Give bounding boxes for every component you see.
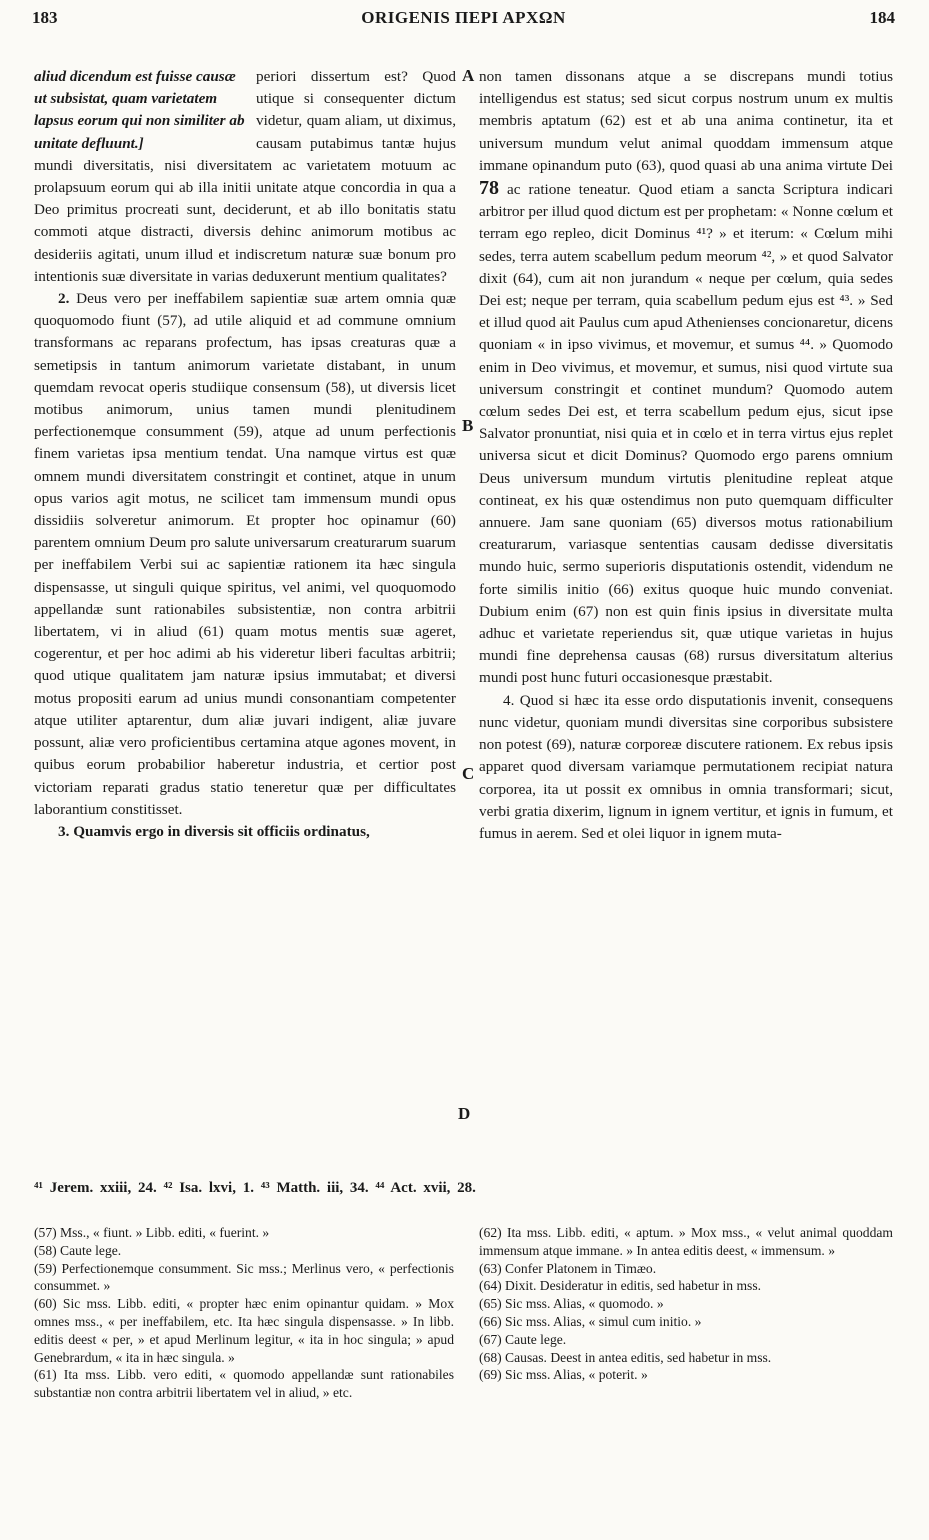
left-paragraph-2 xyxy=(34,288,456,821)
running-title: ORIGENIS ΠΕΡΙ ΑΡΧΩΝ xyxy=(361,8,566,27)
footnote: (62) Ita mss. Libb. editi, « aptum. » Mox mss., « velut animal quoddam immensum atque immane. » In antea editis deest, « immensum. » xyxy=(479,1225,893,1258)
right-paragraph-4-text: Quod si hæc ita esse ordo disputationis invenit, consequens nunc videtur, quoniam mundi diversitas sine corporibus subsistere non potest (69), naturæ corporeæ discutere rationem. Ex rebus ipsis apparet quod diversam variamque permutationem recipiat natura corporea, ita ut possit ex omnibus in omnia transformari; sicut, verbi gratia dixerim, lignum in ignem vertitur, et ignis in fumum, et fumus in aerem. Sed et olei liquor in ignem muta- xyxy=(479,691,893,842)
page-header xyxy=(32,8,895,36)
right-column xyxy=(479,66,893,845)
footnote: (65) Sic mss. Alias, « quomodo. » xyxy=(479,1296,664,1312)
section-number-4: 4. xyxy=(503,691,515,709)
footnote: (59) Perfectionemque consumment. Sic mss.; Merlinus vero, « perfectionis consummet. » xyxy=(34,1260,454,1294)
footnote: (60) Sic mss. Libb. editi, « propter hæc enim opinantur quidam. » Mox omnes mss., « per ineffabilem, etc. Ita hæc singula dispensasse. » In libb. editis deest « per, » et apud Merlinum legitur, « ita in hoc singula; » apud Genebrardum, « ita in hæc singula. » xyxy=(34,1296,454,1365)
footnote: (69) Sic mss. Alias, « poterit. » xyxy=(479,1367,648,1383)
right-paragraph-1a: non tamen dissonans atque a se discrepans mundi totius intelligendus est status; sed sicut corpus nostrum unum ex multis membris aptatum (62) est et ab una anima continetur, ita et universum mundum velut animal quoddam immensum atque immane opinandum puto (63), quod quasi ab una anima virtute Dei xyxy=(479,68,893,174)
margin-marker-d: D xyxy=(458,1104,471,1123)
scripture-references: ⁴¹ Jerem. xxiii, 24. ⁴² Isa. lxvi, 1. ⁴³ Matth. iii, 34. ⁴⁴ Act. xvii, 28. xyxy=(34,1180,476,1196)
left-paragraph-3-text: Quamvis ergo in diversis sit officiis ordinatus, xyxy=(73,822,370,840)
section-number-2: 2. xyxy=(58,290,70,308)
page-number-left: 183 xyxy=(32,8,58,27)
footnote: (61) Ita mss. Libb. vero editi, « quomodo appellandæ sunt rationabiles substantiæ non contra arbitrii libertatem vel in aliud, » etc. xyxy=(34,1367,454,1401)
margin-marker-b: B xyxy=(462,416,474,435)
right-paragraph-1b: ac ratione teneatur. Quod etiam a sancta Scriptura indicari arbitror per illud quod dictum est per prophetam: « Nonne cœlum et terram ego repleo, dicit Dominus ⁴¹? » et iterum: « Cœlum mihi sedes, terra autem scabellum pedum meorum ⁴², » et quod Salvator dixit (64), cum ait non jurandum « neque per cœlum, quia sedes Dei est; neque per terram, quia scabellum pedum ejus est ⁴³. » Sed et illud quod ait Paulus cum apud Athenienses concionaretur, dicens quoniam « in ipso vivimus, et movemur, et sumus ⁴⁴. » Quomodo enim in Deo vivimus, et movemur, et sumus, nisi quod virtute sua universum constringit et continet mundum? Quomodo autem cœlum sedes Dei est, et terra scabellum pedum ejus, sicut ipse Salvator pronuntiat, nisi quia et in cœlo et in terra virtus ejus replet universa sicut et dicit Dominus? Quomodo ergo parens omnium Deus universum mundum virtutis plenitudine repleat atque contineat, ex his quæ ostendimus non puto quemquam difficulter annuere. Jam sane quoniam (65) diversos motus rationabilium creaturarum, variasque sententias causam dedisse diversitatis mundo huic, sermo superioris disputationis ostendit, videndum ne forte similis initio (66) exitus quoque huic mundo conveniat. Dubium enim (67) non est quin finis ipsius in diversitate multa adhuc et varietate reperiendus sit, quæ utique varietas in hujus mundi fine deprehensa causas (68) rursus diversitatum alterius mundi post hunc futuri occasionesque præstabit. xyxy=(479,181,893,687)
margin-marker-c: C xyxy=(462,764,475,783)
footnote: (63) Confer Platonem in Timæo. xyxy=(479,1260,657,1276)
left-paragraph-1: periori dissertum est? Quod utique si consequenter dictum videtur, quam aliam, ut diximus, causam putabimus tantæ hujus mundi diversitatis, nisi diversitatem ac varietatem motuum ac prolapsuum eorum qui ab illa initii unitate atque concordia in qua a Deo primitus procreati sunt, deciderunt, et ab illo bonitatis statu commoti atque distracti, diversis dehinc animorum motibus ac desideriis agitati, unum illud et indiscretum naturæ suæ bonum pro intentionis suæ diversitate in varias deduxerunt mentium qualitates? xyxy=(34,68,456,285)
footnotes-right xyxy=(479,1224,893,1384)
right-paragraph-4 xyxy=(479,690,893,845)
footnote: (57) Mss., « fiunt. » Libb. editi, « fuerint. » xyxy=(34,1225,270,1240)
section-number-3: 3. xyxy=(58,822,70,840)
left-paragraph-3 xyxy=(34,821,456,843)
margin-marker-a: A xyxy=(462,66,475,85)
left-column xyxy=(34,66,456,843)
left-paragraph-2-text: Deus vero per ineffabilem sapientiæ suæ artem omnia quæ quoquomodo fiunt (57), ad utile aliquid et ad commune omnium transformans ac reparans profectum, has ipsas creaturas quæ a semetipsis in tantum animorum varietate distabant, in unum quemdam revocat operis studiique consensum (58), ut diversis licet motibus animorum, unius tamen mundi plenitudinem perfectionemque consumment (59), atque ad unum perfectionis finem varietas ipsa mentium tendat. Una namque virtus est quæ omnem mundi diversitatem constringit et continet, atque in unum opus varios agit motus, ne scilicet tam immensum mundi opus dissidiis solveretur animorum. Et propter hoc opinamur (60) parentem omnium Deum pro salute universarum creaturarum suarum per ineffabilem Verbi sui ac sapientiæ rationem ita hæc singula dispensasse, ut singuli quique spiritus, vel animi, vel quoquomodo appellandæ sunt rationabiles subsistentiæ, non contra arbitrii libertatem, vi in aliud (61) quam motus mentis suæ ageret, cogerentur, et per hoc adimi ab his videretur liberi facultas arbitrii; quod utique qualitatem jam naturæ ipsius immutabat; et diversi motus propositi earum ad unius mundi consonantiam competenter atque utiliter aptarentur, dum aliæ juvari indigent, aliæ juvare possunt, aliæ vero proficientibus certamina atque agones movent, in quibus eorum probabilior haberetur industria, et certior post victoriam reparati gradus statio teneretur quæ per difficultates laborantium constitisset. xyxy=(34,290,456,818)
footnotes-left xyxy=(34,1224,454,1402)
column-number: 78 xyxy=(479,177,499,200)
footnote: (58) Caute lege. xyxy=(34,1242,122,1258)
footnote: (64) Dixit. Desideratur in editis, sed habetur in mss. xyxy=(479,1278,762,1294)
italic-side-note: aliud dicendum est fuisse causæ ut subsistat, quam varietatem lapsus eorum qui non similiter ab unitate defluunt.] xyxy=(34,68,245,152)
footnote: (68) Causas. Deest in antea editis, sed habetur in mss. xyxy=(479,1349,772,1365)
right-paragraph-1 xyxy=(479,66,893,690)
footnote: (67) Caute lege. xyxy=(479,1331,567,1347)
page-number-right: 184 xyxy=(869,8,895,27)
footnote: (66) Sic mss. Alias, « simul cum initio. » xyxy=(479,1313,702,1329)
